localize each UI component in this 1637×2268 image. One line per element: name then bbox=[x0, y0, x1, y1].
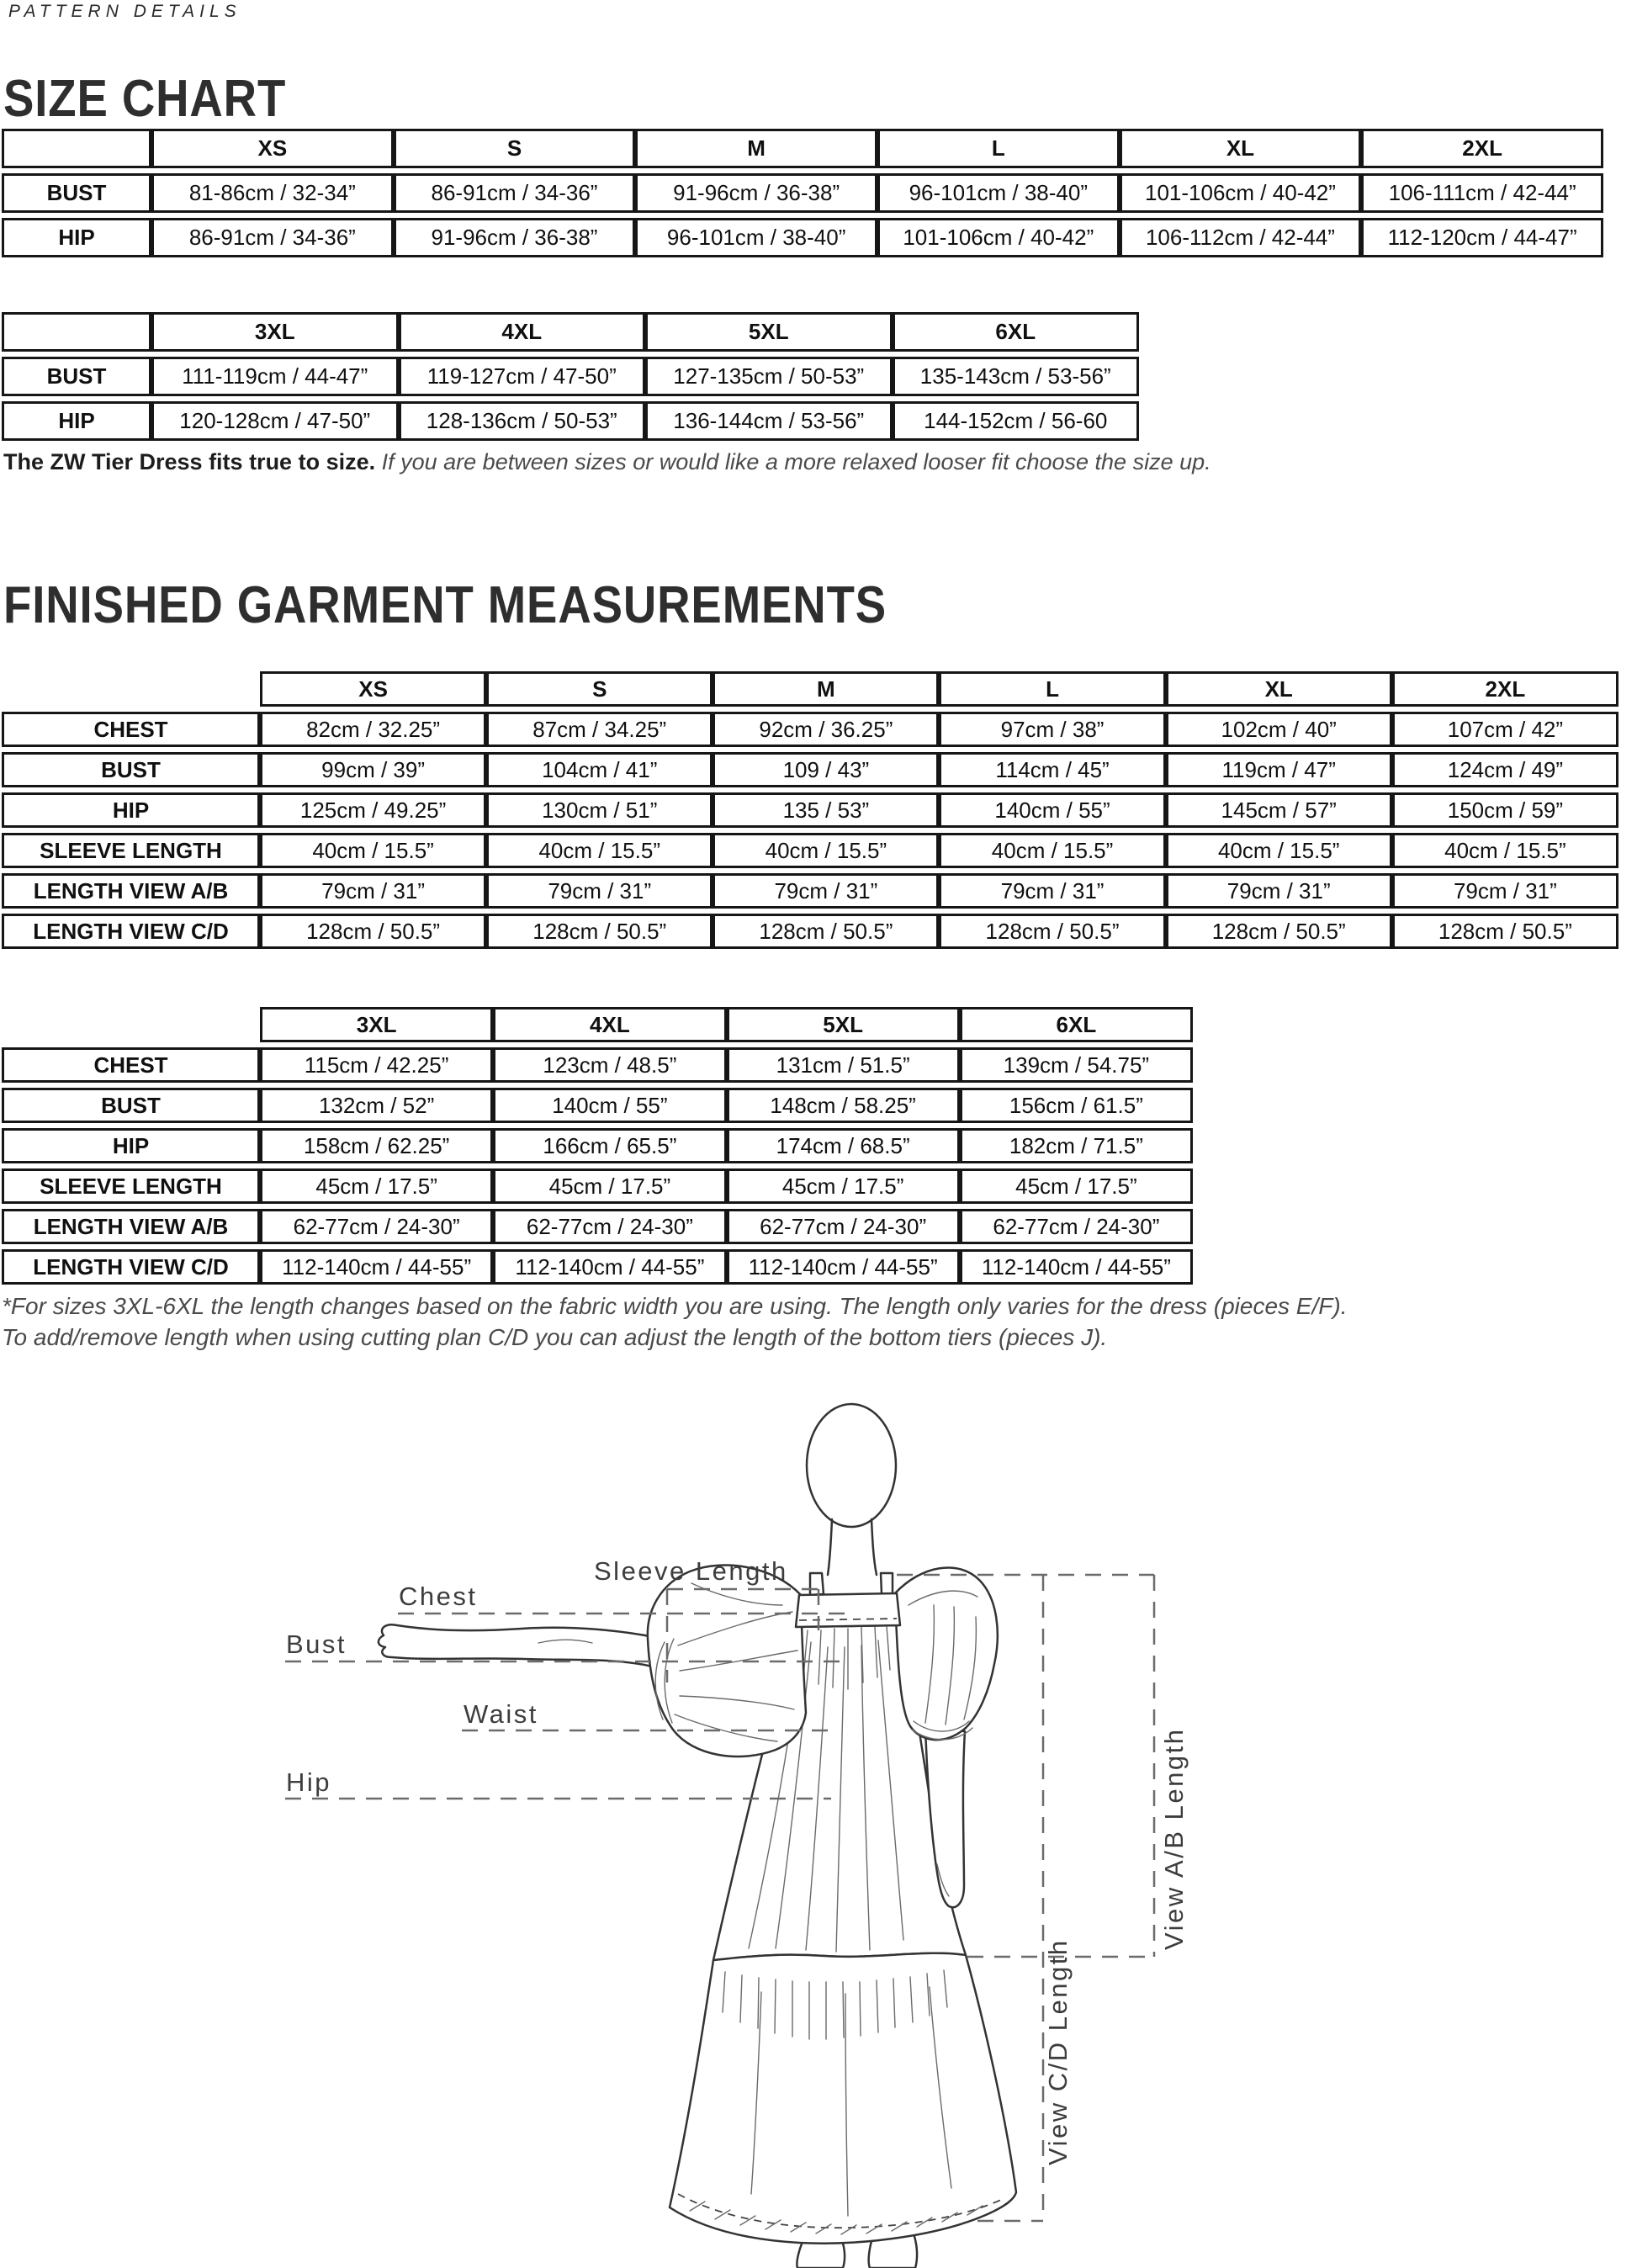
measurement-cell: 174cm / 68.5” bbox=[727, 1128, 960, 1163]
measurement-cell: 109 / 43” bbox=[713, 752, 939, 787]
table-row bbox=[2, 218, 1603, 257]
size-chart-heading: SIZE CHART bbox=[3, 70, 287, 128]
finished-garment-table-xs-2xl bbox=[2, 666, 1618, 954]
measurement-cell: 130cm / 51” bbox=[486, 792, 713, 828]
table-row bbox=[2, 914, 1618, 949]
measurement-cell: 166cm / 65.5” bbox=[493, 1128, 726, 1163]
table-row bbox=[2, 1249, 1193, 1285]
measurement-cell: 106-111cm / 42-44” bbox=[1361, 173, 1603, 213]
measurement-cell: 91-96cm / 36-38” bbox=[394, 218, 636, 257]
measurement-cell: 79cm / 31” bbox=[1166, 873, 1392, 909]
measurement-cell: 79cm / 31” bbox=[260, 873, 486, 909]
measurement-cell: 158cm / 62.25” bbox=[260, 1128, 493, 1163]
row-label: LENGTH VIEW C/D bbox=[2, 914, 260, 949]
measurement-cell: 40cm / 15.5” bbox=[713, 833, 939, 868]
table-header-row bbox=[2, 312, 1139, 352]
finished-garment-table-3xl-6xl bbox=[2, 1002, 1193, 1290]
column-header-5xl: 5XL bbox=[645, 312, 893, 352]
measurement-cell: 79cm / 31” bbox=[486, 873, 713, 909]
measurement-cell: 139cm / 54.75” bbox=[960, 1047, 1193, 1083]
measurement-cell: 107cm / 42” bbox=[1392, 712, 1618, 747]
table-row bbox=[2, 833, 1618, 868]
table-row bbox=[2, 401, 1139, 441]
measurement-cell: 40cm / 15.5” bbox=[939, 833, 1165, 868]
dress-measurement-illustration bbox=[0, 1393, 1637, 2268]
measurement-cell: 148cm / 58.25” bbox=[727, 1088, 960, 1123]
measurement-cell: 101-106cm / 40-42” bbox=[877, 218, 1120, 257]
measurement-cell: 112-140cm / 44-55” bbox=[493, 1249, 726, 1285]
measurement-cell: 127-135cm / 50-53” bbox=[645, 357, 893, 396]
measurement-cell: 135-143cm / 53-56” bbox=[893, 357, 1140, 396]
column-header-l: L bbox=[877, 129, 1120, 168]
table-row bbox=[2, 357, 1139, 396]
measurement-cell: 40cm / 15.5” bbox=[1392, 833, 1618, 868]
measurement-cell: 96-101cm / 38-40” bbox=[877, 173, 1120, 213]
measurement-cell: 112-140cm / 44-55” bbox=[260, 1249, 493, 1285]
measurement-cell: 115cm / 42.25” bbox=[260, 1047, 493, 1083]
table-corner-cell bbox=[2, 1007, 260, 1042]
table-corner-cell bbox=[2, 312, 151, 352]
fit-note-italic: If you are between sizes or would like a more relaxed looser fit choose the size up. bbox=[375, 449, 1211, 474]
measurement-cell: 144-152cm / 56-60 bbox=[893, 401, 1140, 441]
size-chart-table-3xl-6xl bbox=[2, 307, 1139, 446]
column-header-6xl: 6XL bbox=[893, 312, 1140, 352]
measurement-cell: 131cm / 51.5” bbox=[727, 1047, 960, 1083]
column-header-2xl: 2XL bbox=[1392, 671, 1618, 707]
table-corner-cell bbox=[2, 129, 151, 168]
measurement-cell: 101-106cm / 40-42” bbox=[1120, 173, 1362, 213]
measurement-cell: 124cm / 49” bbox=[1392, 752, 1618, 787]
figure-left-strap bbox=[810, 1573, 824, 1595]
column-header-s: S bbox=[394, 129, 636, 168]
measurement-cell: 40cm / 15.5” bbox=[486, 833, 713, 868]
row-label: BUST bbox=[2, 752, 260, 787]
measurement-cell: 99cm / 39” bbox=[260, 752, 486, 787]
measurement-cell: 128cm / 50.5” bbox=[260, 914, 486, 949]
measurement-cell: 86-91cm / 34-36” bbox=[394, 173, 636, 213]
table-corner-cell bbox=[2, 671, 260, 707]
measurement-cell: 40cm / 15.5” bbox=[260, 833, 486, 868]
length-footnote bbox=[2, 1290, 1637, 1353]
measurement-cell: 96-101cm / 38-40” bbox=[635, 218, 877, 257]
measurement-cell: 111-119cm / 44-47” bbox=[151, 357, 399, 396]
column-header-xl: XL bbox=[1120, 129, 1362, 168]
size-chart-table-xs-2xl bbox=[2, 124, 1603, 262]
measurement-cell: 104cm / 41” bbox=[486, 752, 713, 787]
measurement-cell: 128cm / 50.5” bbox=[939, 914, 1165, 949]
column-header-xl: XL bbox=[1166, 671, 1392, 707]
finished-garment-heading: FINISHED GARMENT MEASUREMENTS bbox=[3, 576, 887, 634]
table-row bbox=[2, 1168, 1193, 1204]
column-header-6xl: 6XL bbox=[960, 1007, 1193, 1042]
figure-right-strap bbox=[881, 1573, 893, 1595]
measurement-cell: 132cm / 52” bbox=[260, 1088, 493, 1123]
table-row bbox=[2, 1128, 1193, 1163]
table-row bbox=[2, 712, 1618, 747]
column-header-3xl: 3XL bbox=[260, 1007, 493, 1042]
measurement-cell: 91-96cm / 36-38” bbox=[635, 173, 877, 213]
column-header-l: L bbox=[939, 671, 1165, 707]
measurement-cell: 114cm / 45” bbox=[939, 752, 1165, 787]
measurement-cell: 150cm / 59” bbox=[1392, 792, 1618, 828]
measurement-cell: 45cm / 17.5” bbox=[260, 1168, 493, 1204]
measurement-cell: 87cm / 34.25” bbox=[486, 712, 713, 747]
row-label: LENGTH VIEW A/B bbox=[2, 873, 260, 909]
column-header-m: M bbox=[635, 129, 877, 168]
column-header-s: S bbox=[486, 671, 713, 707]
figure-right-sleeve bbox=[895, 1567, 998, 1740]
column-header-2xl: 2XL bbox=[1361, 129, 1603, 168]
view-cd-length-label: View C/D Length bbox=[1043, 1938, 1073, 2165]
measurement-cell: 45cm / 17.5” bbox=[493, 1168, 726, 1204]
table-row bbox=[2, 792, 1618, 828]
hip-label: Hip bbox=[286, 1767, 332, 1797]
table-row bbox=[2, 1047, 1193, 1083]
measurement-cell: 128cm / 50.5” bbox=[486, 914, 713, 949]
measurement-cell: 79cm / 31” bbox=[939, 873, 1165, 909]
measurement-cell: 112-140cm / 44-55” bbox=[727, 1249, 960, 1285]
column-header-m: M bbox=[713, 671, 939, 707]
view-ab-length-label: View A/B Length bbox=[1159, 1727, 1189, 1950]
measurement-cell: 92cm / 36.25” bbox=[713, 712, 939, 747]
column-header-xs: XS bbox=[151, 129, 394, 168]
measurement-cell: 79cm / 31” bbox=[1392, 873, 1618, 909]
row-label: BUST bbox=[2, 173, 151, 213]
bust-label: Bust bbox=[286, 1629, 347, 1659]
measurement-cell: 62-77cm / 24-30” bbox=[260, 1209, 493, 1244]
measurement-cell: 128-136cm / 50-53” bbox=[399, 401, 646, 441]
row-label: HIP bbox=[2, 1128, 260, 1163]
row-label: HIP bbox=[2, 218, 151, 257]
measurement-cell: 45cm / 17.5” bbox=[727, 1168, 960, 1204]
figure-head bbox=[807, 1404, 896, 1527]
measurement-cell: 62-77cm / 24-30” bbox=[727, 1209, 960, 1244]
measurement-cell: 81-86cm / 32-34” bbox=[151, 173, 394, 213]
measurement-cell: 40cm / 15.5” bbox=[1166, 833, 1392, 868]
measurement-cell: 62-77cm / 24-30” bbox=[493, 1209, 726, 1244]
measurement-cell: 182cm / 71.5” bbox=[960, 1128, 1193, 1163]
row-label: SLEEVE LENGTH bbox=[2, 833, 260, 868]
measurement-cell: 123cm / 48.5” bbox=[493, 1047, 726, 1083]
waist-label: Waist bbox=[464, 1699, 538, 1729]
measurement-cell: 140cm / 55” bbox=[939, 792, 1165, 828]
measurement-cell: 119cm / 47” bbox=[1166, 752, 1392, 787]
row-label: CHEST bbox=[2, 1047, 260, 1083]
measurement-cell: 135 / 53” bbox=[713, 792, 939, 828]
column-header-4xl: 4XL bbox=[399, 312, 646, 352]
row-label: HIP bbox=[2, 792, 260, 828]
measurement-cell: 62-77cm / 24-30” bbox=[960, 1209, 1193, 1244]
table-header-row bbox=[2, 1007, 1193, 1042]
measurement-cell: 112-120cm / 44-47” bbox=[1361, 218, 1603, 257]
measurement-cell: 156cm / 61.5” bbox=[960, 1088, 1193, 1123]
row-label: LENGTH VIEW C/D bbox=[2, 1249, 260, 1285]
page-eyebrow: PATTERN DETAILS bbox=[8, 2, 241, 21]
column-header-5xl: 5XL bbox=[727, 1007, 960, 1042]
measurement-cell: 128cm / 50.5” bbox=[1166, 914, 1392, 949]
measurement-cell: 128cm / 50.5” bbox=[713, 914, 939, 949]
row-label: CHEST bbox=[2, 712, 260, 747]
fit-note bbox=[3, 449, 1602, 475]
measurement-cell: 145cm / 57” bbox=[1166, 792, 1392, 828]
sleeve-length-label: Sleeve Length bbox=[594, 1556, 788, 1586]
row-label: LENGTH VIEW A/B bbox=[2, 1209, 260, 1244]
measurement-cell: 102cm / 40” bbox=[1166, 712, 1392, 747]
measurement-cell: 128cm / 50.5” bbox=[1392, 914, 1618, 949]
measurement-cell: 120-128cm / 47-50” bbox=[151, 401, 399, 441]
row-label: BUST bbox=[2, 1088, 260, 1123]
row-label: SLEEVE LENGTH bbox=[2, 1168, 260, 1204]
measurement-cell: 140cm / 55” bbox=[493, 1088, 726, 1123]
row-label: BUST bbox=[2, 357, 151, 396]
measurement-cell: 45cm / 17.5” bbox=[960, 1168, 1193, 1204]
footnote-line-2: To add/remove length when using cutting plan C/D you can adjust the length of the bottom tiers (pieces J). bbox=[2, 1324, 1108, 1350]
chest-label: Chest bbox=[399, 1582, 478, 1611]
measurement-cell: 125cm / 49.25” bbox=[260, 792, 486, 828]
measurement-cell: 79cm / 31” bbox=[713, 873, 939, 909]
table-row bbox=[2, 173, 1603, 213]
measurement-cell: 82cm / 32.25” bbox=[260, 712, 486, 747]
measurement-cell: 86-91cm / 34-36” bbox=[151, 218, 394, 257]
measurement-cell: 106-112cm / 42-44” bbox=[1120, 218, 1362, 257]
table-row bbox=[2, 752, 1618, 787]
row-label: HIP bbox=[2, 401, 151, 441]
measurement-cell: 119-127cm / 47-50” bbox=[399, 357, 646, 396]
table-header-row bbox=[2, 671, 1618, 707]
fit-note-bold: The ZW Tier Dress fits true to size. bbox=[3, 449, 376, 474]
table-row bbox=[2, 1209, 1193, 1244]
column-header-4xl: 4XL bbox=[493, 1007, 726, 1042]
dress-figure bbox=[379, 1404, 1016, 2268]
column-header-3xl: 3XL bbox=[151, 312, 399, 352]
measurement-cell: 136-144cm / 53-56” bbox=[645, 401, 893, 441]
table-row bbox=[2, 1088, 1193, 1123]
measurement-cell: 112-140cm / 44-55” bbox=[960, 1249, 1193, 1285]
table-row bbox=[2, 873, 1618, 909]
footnote-line-1: *For sizes 3XL-6XL the length changes based on the fabric width you are using. The length only varies for the dress (pieces E/F). bbox=[2, 1293, 1348, 1319]
figure-yoke bbox=[796, 1593, 900, 1627]
column-header-xs: XS bbox=[260, 671, 486, 707]
measurement-cell: 97cm / 38” bbox=[939, 712, 1165, 747]
table-header-row bbox=[2, 129, 1603, 168]
